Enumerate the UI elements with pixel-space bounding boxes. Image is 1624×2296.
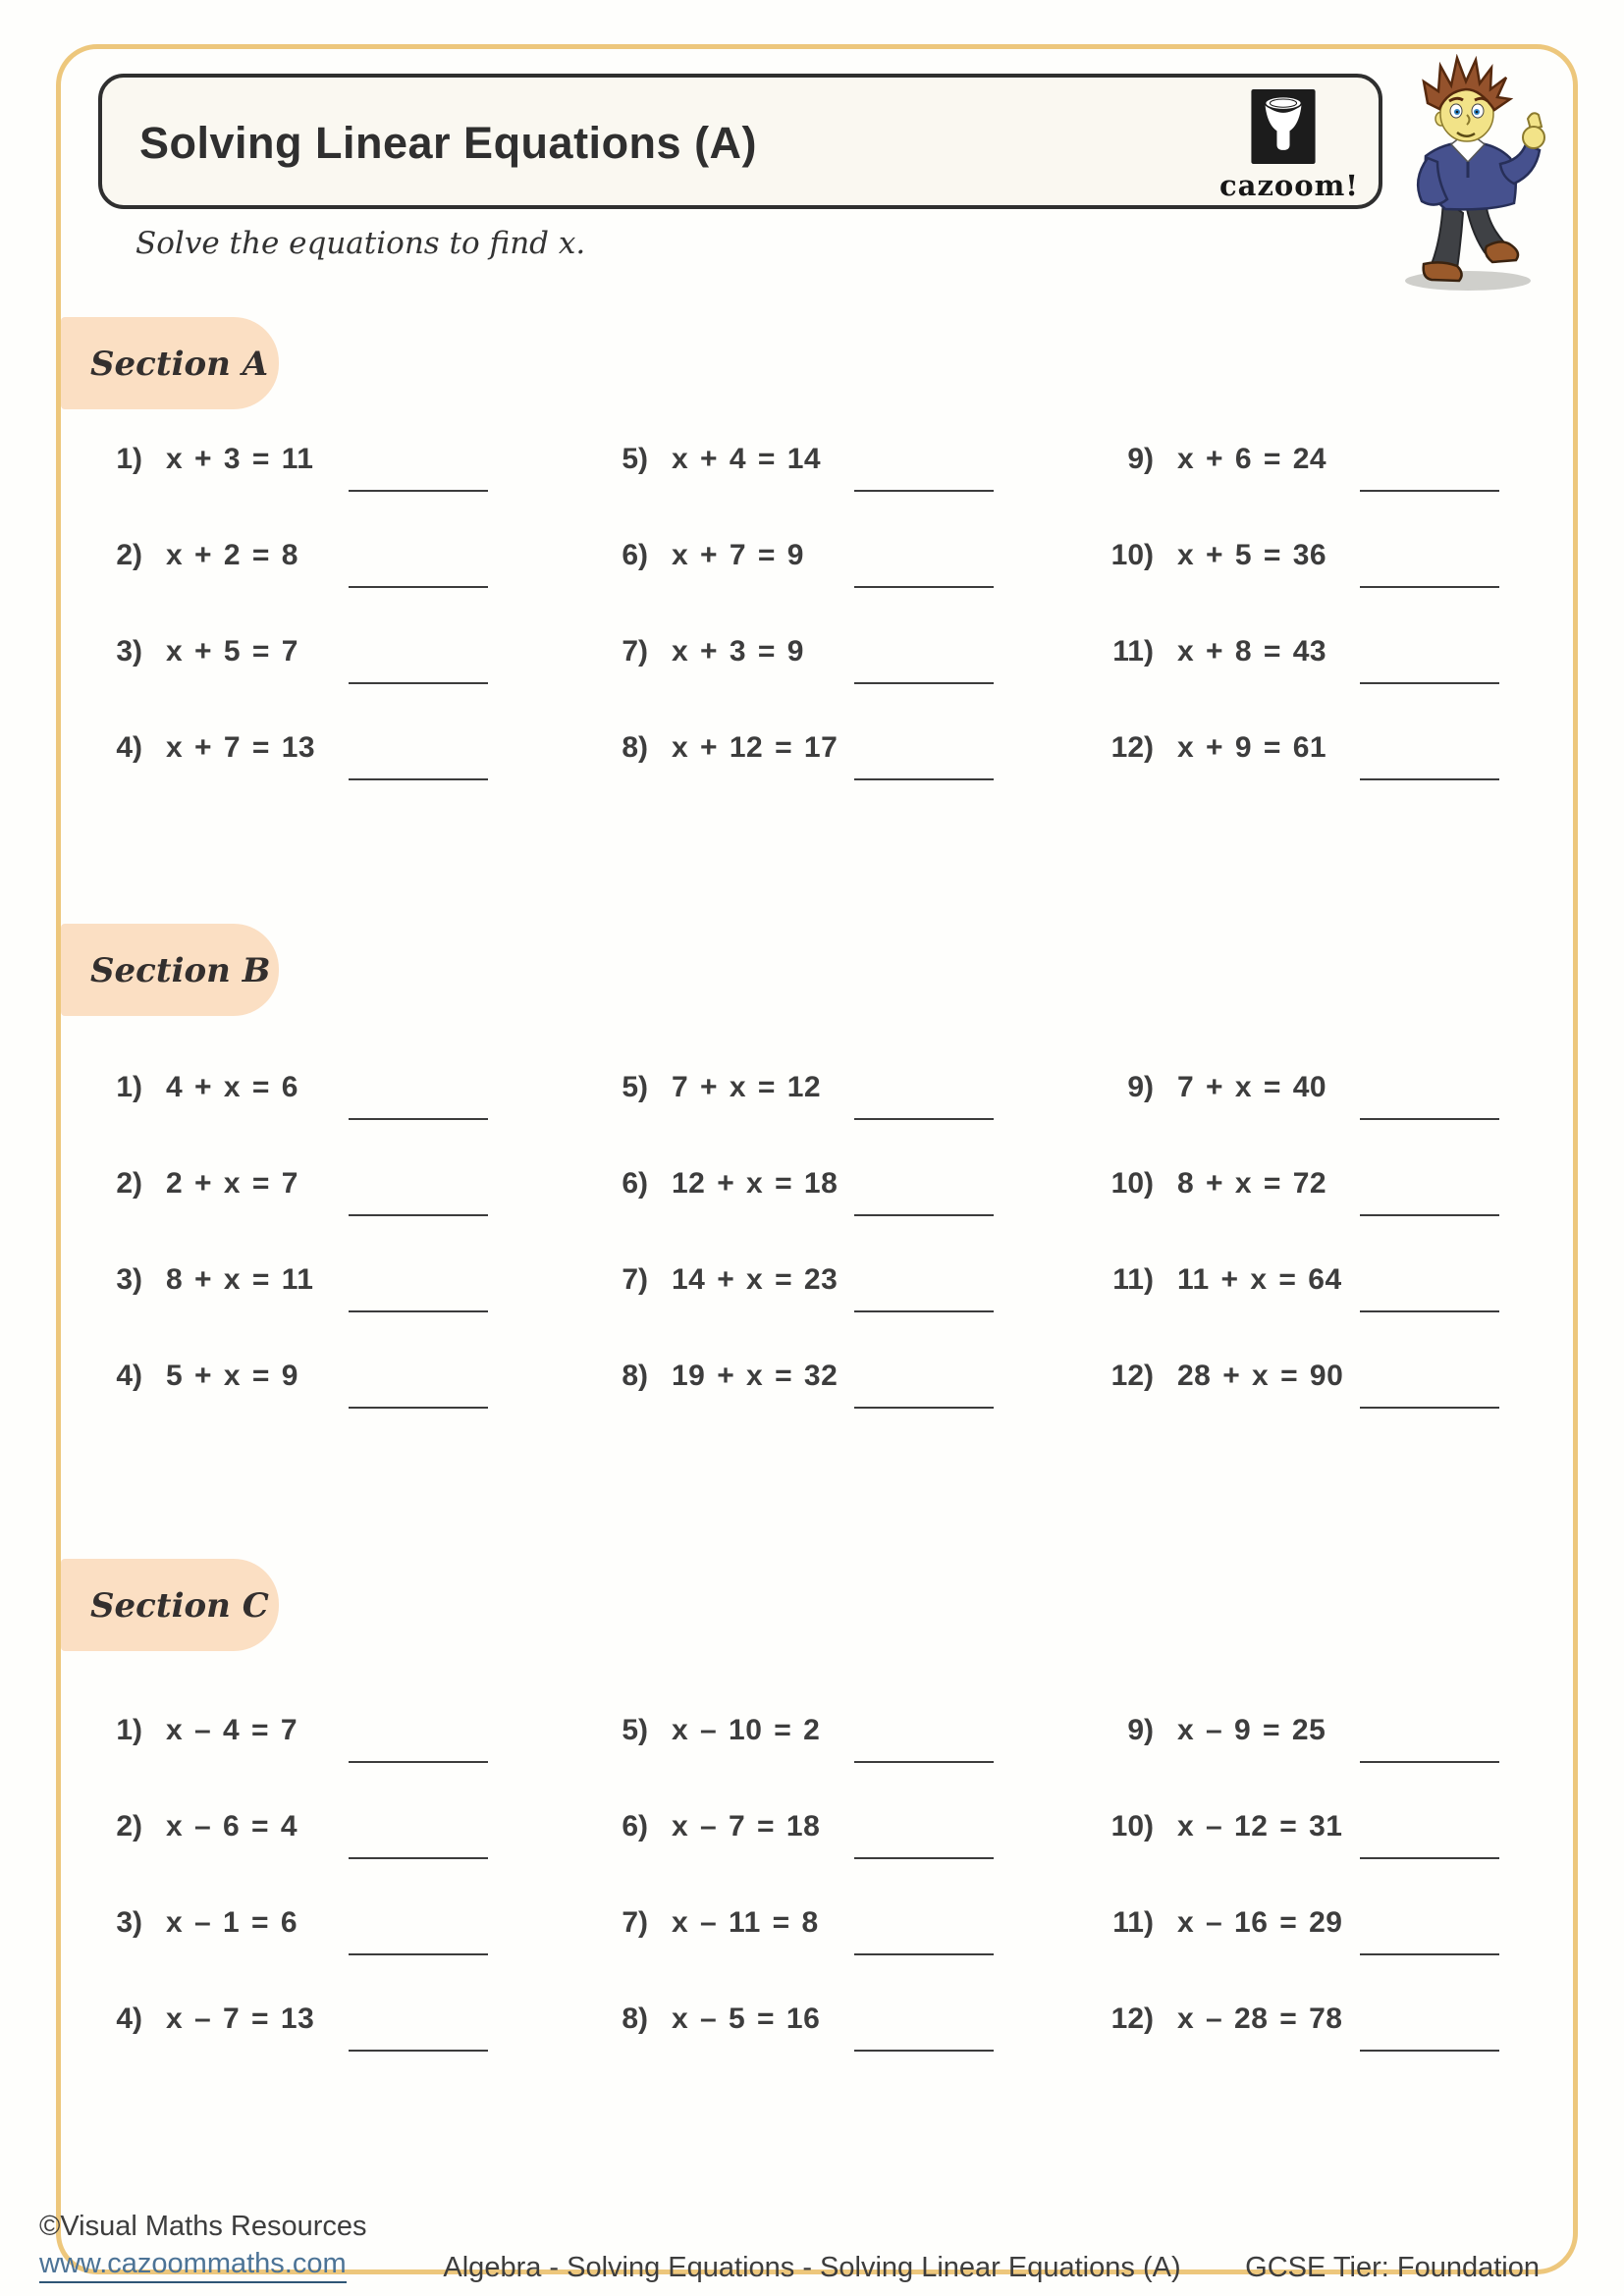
problem-number: 11) [1112,1906,1154,1939]
answer-line [854,1118,994,1120]
answer-line [1360,1953,1499,1955]
answer-line [349,1214,488,1216]
problem-number: 7) [622,1906,648,1939]
section-c-header [61,1559,279,1651]
problem-row [1085,619,1591,716]
problem-row [74,1891,579,1987]
answer-line [854,586,994,588]
problem-row [1085,427,1591,523]
answer-line [1360,490,1499,492]
equation-text: 12 + x = 18 [672,1167,839,1200]
answer-line [1360,1214,1499,1216]
answer-line [349,682,488,684]
problem-number: 8) [622,2002,648,2035]
problem-row [579,523,1085,619]
equation-text: x – 28 = 78 [1177,2002,1343,2035]
problem-row [579,619,1085,716]
equation-text: x + 7 = 9 [672,539,804,571]
problem-row [74,716,579,812]
equation-text: x – 4 = 7 [166,1714,298,1746]
answer-line [854,682,994,684]
problem-row [579,1151,1085,1248]
problem-number: 8) [622,731,648,764]
problem-number: 7) [622,1263,648,1296]
problem-number: 5) [622,1071,648,1103]
problem-number: 12) [1110,1360,1154,1392]
answer-line [349,1857,488,1859]
equation-text: 2 + x = 7 [166,1167,298,1200]
problem-number: 11) [1112,635,1154,667]
problem-number: 2) [116,1167,142,1200]
equation-text: x + 2 = 8 [166,539,298,571]
section-a-header [61,317,279,409]
equation-text: x + 3 = 9 [672,635,804,667]
equation-text: x – 7 = 13 [166,2002,315,2035]
tier-label: GCSE Tier: Foundation [1245,2252,1540,2283]
equation-text: x + 7 = 13 [166,731,316,764]
problem-number: 10) [1110,539,1154,571]
answer-line [854,1761,994,1763]
problem-row [579,427,1085,523]
title-box [98,74,1382,209]
answer-line [854,1214,994,1216]
answer-line [349,1761,488,1763]
section-c-problems [74,1698,1591,2083]
problem-row [1085,1891,1591,1987]
problem-row [1085,716,1591,812]
equation-text: 11 + x = 64 [1177,1263,1342,1296]
equation-text: x + 9 = 61 [1177,731,1327,764]
problem-row [74,427,579,523]
problem-number: 9) [1127,443,1154,475]
problem-number: 10) [1110,1167,1154,1200]
problem-number: 5) [622,1714,648,1746]
problem-row [1085,1794,1591,1891]
problem-number: 6) [622,539,648,571]
problem-number: 10) [1110,1810,1154,1842]
page-title: Solving Linear Equations (A) [139,118,758,168]
answer-line [349,1407,488,1409]
breadcrumb: Algebra - Solving Equations - Solving Linear Equations (A) [443,2252,1181,2283]
section-b-problems [74,1055,1591,1440]
problem-number: 9) [1127,1071,1154,1103]
section-b-label: Section B [90,951,271,990]
mascot-boy-illustration [1384,54,1556,294]
problem-number: 2) [116,539,142,571]
cazoom-logo-text: cazoom! [1219,169,1360,202]
answer-line [349,2050,488,2052]
equation-text: x – 9 = 25 [1177,1714,1326,1746]
equation-text: x – 6 = 4 [166,1810,298,1842]
problem-row [74,1055,579,1151]
footer [0,2209,1624,2296]
equation-text: 28 + x = 90 [1177,1360,1344,1392]
equation-text: x – 12 = 31 [1177,1810,1343,1842]
problem-row [1085,1698,1591,1794]
answer-line [854,1310,994,1312]
problem-row [74,1151,579,1248]
problem-number: 1) [116,443,142,475]
equation-text: x – 10 = 2 [672,1714,821,1746]
answer-line [1360,2050,1499,2052]
section-a-label: Section A [90,345,269,384]
equation-text: 4 + x = 6 [166,1071,298,1103]
problem-row [1085,1248,1591,1344]
equation-text: 7 + x = 12 [672,1071,822,1103]
problem-row [74,1794,579,1891]
problem-row [579,716,1085,812]
problem-number: 3) [116,1263,142,1296]
problem-row [579,1891,1085,1987]
problem-row [74,1344,579,1440]
problem-row [1085,1055,1591,1151]
problem-row [1085,523,1591,619]
problem-number: 7) [622,635,648,667]
equation-text: x + 5 = 7 [166,635,298,667]
problem-row [74,1987,579,2083]
problem-number: 11) [1112,1263,1154,1296]
equation-text: x – 7 = 18 [672,1810,821,1842]
answer-line [1360,1761,1499,1763]
answer-line [854,1407,994,1409]
answer-line [854,778,994,780]
answer-line [1360,1118,1499,1120]
problem-row [74,619,579,716]
problem-number: 2) [116,1810,142,1842]
problem-number: 3) [116,1906,142,1939]
problem-number: 12) [1110,731,1154,764]
problem-row [579,1794,1085,1891]
answer-line [1360,682,1499,684]
problem-row [1085,1151,1591,1248]
problem-row [74,523,579,619]
equation-text: 5 + x = 9 [166,1360,298,1392]
problem-row [74,1698,579,1794]
equation-text: 7 + x = 40 [1177,1071,1327,1103]
equation-text: x – 11 = 8 [672,1906,819,1939]
problem-row [579,1055,1085,1151]
answer-line [349,1953,488,1955]
cazoom-logo [1219,89,1360,202]
answer-line [349,778,488,780]
answer-line [349,1310,488,1312]
problem-row [1085,1987,1591,2083]
problem-row [579,1987,1085,2083]
answer-line [854,1857,994,1859]
problem-number: 4) [116,731,142,764]
equation-text: x + 8 = 43 [1177,635,1327,667]
equation-text: x + 12 = 17 [672,731,839,764]
answer-line [1360,1407,1499,1409]
answer-line [1360,1310,1499,1312]
section-b-header [61,924,279,1016]
answer-line [349,586,488,588]
equation-text: x – 5 = 16 [672,2002,821,2035]
equation-text: x + 3 = 11 [166,443,314,475]
equation-text: x – 16 = 29 [1177,1906,1343,1939]
section-a-problems [74,427,1591,812]
answer-line [1360,586,1499,588]
problem-number: 4) [116,2002,142,2035]
problem-number: 4) [116,1360,142,1392]
problem-number: 6) [622,1810,648,1842]
problem-row [579,1248,1085,1344]
problem-row [579,1344,1085,1440]
equation-text: x + 6 = 24 [1177,443,1327,475]
answer-line [1360,778,1499,780]
problem-number: 12) [1110,2002,1154,2035]
problem-row [1085,1344,1591,1440]
equation-text: x + 4 = 14 [672,443,822,475]
equation-text: 8 + x = 11 [166,1263,314,1296]
problem-number: 1) [116,1714,142,1746]
problem-row [74,1248,579,1344]
drum-icon [1251,89,1316,164]
section-c-label: Section C [90,1586,269,1626]
equation-text: 19 + x = 32 [672,1360,839,1392]
problem-number: 9) [1127,1714,1154,1746]
instruction-text: Solve the equations to find x. [135,226,586,261]
answer-line [349,1118,488,1120]
problem-number: 8) [622,1360,648,1392]
equation-text: 8 + x = 72 [1177,1167,1327,1200]
problem-number: 5) [622,443,648,475]
answer-line [1360,1857,1499,1859]
answer-line [349,490,488,492]
problem-row [579,1698,1085,1794]
copyright-text: ©Visual Maths Resources [39,2211,367,2242]
problem-number: 6) [622,1167,648,1200]
equation-text: x – 1 = 6 [166,1906,298,1939]
problem-number: 3) [116,635,142,667]
website-link[interactable]: www.cazoommaths.com [39,2248,347,2283]
answer-line [854,2050,994,2052]
answer-line [854,1953,994,1955]
equation-text: 14 + x = 23 [672,1263,839,1296]
problem-number: 1) [116,1071,142,1103]
answer-line [854,490,994,492]
equation-text: x + 5 = 36 [1177,539,1327,571]
